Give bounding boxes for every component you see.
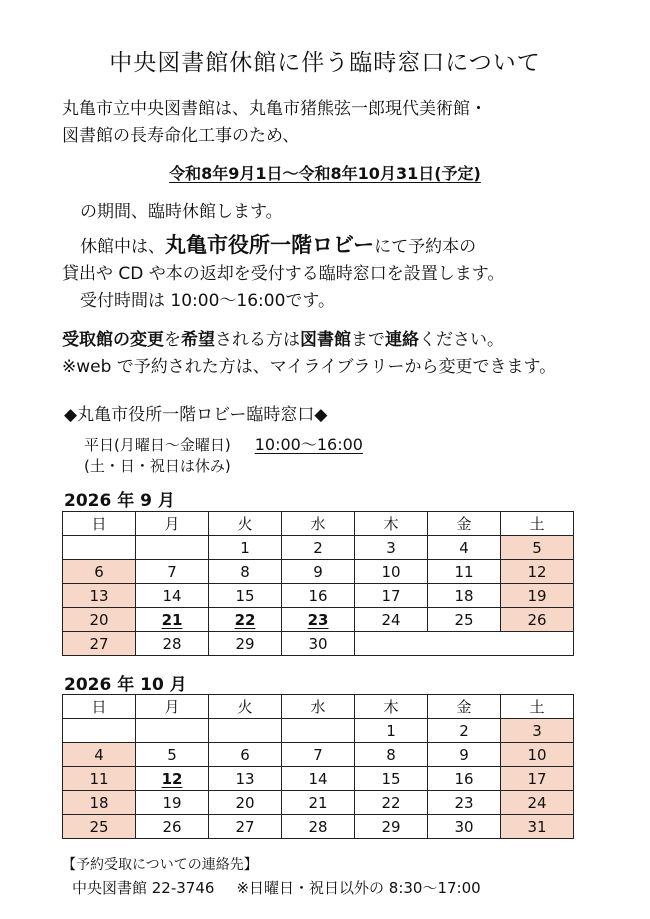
contact-hours-note: ※日曜日・祝日以外の 8:30～17:00 [236, 879, 481, 897]
window-hours [84, 434, 363, 477]
intro-text [62, 96, 487, 150]
calendar-week [63, 560, 574, 584]
day-cell: 18 [428, 584, 501, 608]
day-cell: 16 [282, 584, 355, 608]
contact-info [72, 877, 481, 898]
calendar-week [63, 743, 574, 767]
weekday-label: 平日(月曜日～金曜日) [84, 436, 231, 454]
day-cell: 7 [136, 560, 209, 584]
calendar-week [63, 536, 574, 560]
notice-bold-3: 図書館 [300, 330, 351, 350]
page-title: 中央図書館休館に伴う臨時窓口について [109, 50, 541, 76]
weekday-hours-line [84, 434, 363, 456]
day-cell-closed: 25 [63, 815, 136, 839]
notice-bold-2: 希望 [181, 330, 215, 350]
day-cell: 1 [209, 536, 282, 560]
calendar-header-row [63, 512, 574, 536]
contact-phone: 中央図書館 22-3746 [72, 879, 215, 897]
intro-line-2: 図書館の長寿命化工事のため、 [62, 126, 300, 146]
contact-heading: 【予約受取についての連絡先】 [62, 857, 258, 873]
day-cell-closed: 19 [501, 584, 574, 608]
day-cell: 24 [355, 608, 428, 632]
weekday-wed: 水 [282, 512, 355, 536]
weekday-fri: 金 [428, 512, 501, 536]
day-cell: 13 [209, 767, 282, 791]
weekday-sat: 土 [501, 512, 574, 536]
september-calendar [62, 511, 574, 656]
day-cell: 27 [209, 815, 282, 839]
day-cell-closed: 20 [63, 608, 136, 632]
day-cell: 2 [428, 719, 501, 743]
intro-line-1: 丸亀市立中央図書館は、丸亀市猪熊弦一郎現代美術館・ [62, 99, 487, 119]
weekday-mon: 月 [136, 695, 209, 719]
window-heading: ◆丸亀市役所一階ロビー臨時窓口◆ [64, 405, 328, 425]
day-cell: 11 [428, 560, 501, 584]
day-cell: 2 [282, 536, 355, 560]
closure-period [0, 161, 650, 184]
day-cell [209, 719, 282, 743]
temporary-window-info [62, 232, 504, 315]
day-cell: 28 [136, 632, 209, 656]
day-cell: 4 [428, 536, 501, 560]
empty-cell [355, 632, 574, 656]
day-cell: 3 [355, 536, 428, 560]
day-cell-holiday: 22 [209, 608, 282, 632]
day-cell [282, 719, 355, 743]
calendar-week [63, 719, 574, 743]
day-cell: 15 [355, 767, 428, 791]
day-cell-closed: 11 [63, 767, 136, 791]
day-cell-closed: 31 [501, 815, 574, 839]
day-cell: 5 [136, 743, 209, 767]
calendar-week [63, 791, 574, 815]
notice-text-2: される方は [215, 330, 300, 350]
weekday-time: 10:00～16:00 [254, 435, 363, 454]
calendar-week [63, 632, 574, 656]
day-cell: 16 [428, 767, 501, 791]
weekday-tue: 火 [209, 512, 282, 536]
day-cell-closed: 24 [501, 791, 574, 815]
day-cell-closed: 26 [501, 608, 574, 632]
weekday-wed: 水 [282, 695, 355, 719]
october-label: 2026 年 10 月 [64, 675, 187, 695]
day-cell-closed: 13 [63, 584, 136, 608]
day-cell: 29 [355, 815, 428, 839]
web-change-note: ※web で予約された方は、マイライブラリーから変更できます。 [62, 357, 557, 377]
day-cell-closed: 10 [501, 743, 574, 767]
day-cell: 23 [428, 791, 501, 815]
day-cell [63, 536, 136, 560]
weekday-sun: 日 [63, 512, 136, 536]
closed-days-note: (土・日・祝日は休み) [84, 457, 231, 475]
day-cell-closed: 18 [63, 791, 136, 815]
day-cell-holiday: 23 [282, 608, 355, 632]
calendar-header-row [63, 695, 574, 719]
day-cell-closed: 4 [63, 743, 136, 767]
window-service-line: 貸出や CD や本の返却を受付する臨時窓口を設置します。 [62, 264, 505, 284]
day-cell: 28 [282, 815, 355, 839]
day-cell: 7 [282, 743, 355, 767]
notice-text-4: ください。 [419, 330, 504, 350]
day-cell: 14 [282, 767, 355, 791]
day-cell-closed: 27 [63, 632, 136, 656]
location-post: にて予約本の [374, 237, 477, 257]
calendar-week [63, 815, 574, 839]
calendar-week [63, 584, 574, 608]
window-location-line [62, 232, 504, 261]
day-cell: 20 [209, 791, 282, 815]
day-cell [136, 536, 209, 560]
day-cell: 8 [355, 743, 428, 767]
change-notice [62, 327, 556, 381]
day-cell: 30 [428, 815, 501, 839]
day-cell: 9 [282, 560, 355, 584]
day-cell: 21 [282, 791, 355, 815]
weekday-sat: 土 [501, 695, 574, 719]
weekday-tue: 火 [209, 695, 282, 719]
notice-bold-4: 連絡 [385, 330, 419, 350]
day-cell-closed: 17 [501, 767, 574, 791]
reception-hours-line: 受付時間は 10:00～16:00です。 [80, 291, 336, 311]
day-cell-closed: 3 [501, 719, 574, 743]
weekday-sun: 日 [63, 695, 136, 719]
day-cell-closed: 6 [63, 560, 136, 584]
day-cell-closed: 5 [501, 536, 574, 560]
day-cell-holiday: 21 [136, 608, 209, 632]
day-cell [136, 719, 209, 743]
closure-period-text: 令和8年9月1日～令和8年10月31日(予定) [169, 164, 481, 183]
september-label: 2026 年 9 月 [64, 491, 175, 511]
day-cell: 6 [209, 743, 282, 767]
change-notice-line [62, 327, 556, 354]
weekday-mon: 月 [136, 512, 209, 536]
day-cell: 9 [428, 743, 501, 767]
calendar-week [63, 767, 574, 791]
day-cell: 26 [136, 815, 209, 839]
day-cell: 19 [136, 791, 209, 815]
closure-notice: の期間、臨時休館します。 [80, 202, 283, 222]
day-cell: 15 [209, 584, 282, 608]
day-cell: 14 [136, 584, 209, 608]
day-cell: 29 [209, 632, 282, 656]
weekday-thu: 木 [355, 695, 428, 719]
day-cell [63, 719, 136, 743]
day-cell: 25 [428, 608, 501, 632]
calendar-week [63, 608, 574, 632]
notice-text-3: まで [351, 330, 385, 350]
october-calendar [62, 694, 574, 839]
notice-text-1: を [164, 330, 181, 350]
day-cell: 8 [209, 560, 282, 584]
day-cell-holiday: 12 [136, 767, 209, 791]
day-cell: 10 [355, 560, 428, 584]
day-cell: 1 [355, 719, 428, 743]
day-cell: 22 [355, 791, 428, 815]
notice-bold-1: 受取館の変更 [62, 330, 164, 350]
weekday-fri: 金 [428, 695, 501, 719]
day-cell: 30 [282, 632, 355, 656]
day-cell: 17 [355, 584, 428, 608]
weekday-thu: 木 [355, 512, 428, 536]
location-pre: 休館中は、 [80, 237, 165, 257]
day-cell-closed: 12 [501, 560, 574, 584]
location-highlight: 丸亀市役所一階ロビー [165, 233, 375, 257]
